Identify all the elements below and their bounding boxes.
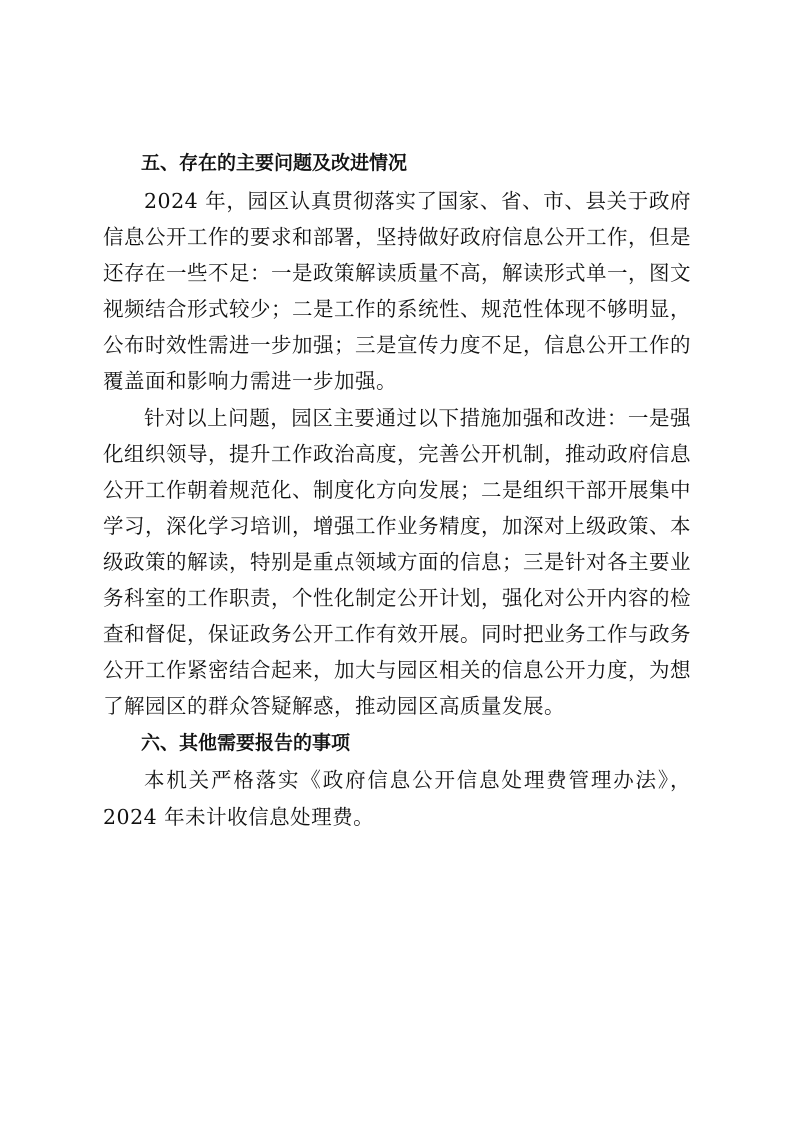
- section-paragraph-improvements: 针对以上问题，园区主要通过以下措施加强和改进：一是强化组织领导，提升工作政治高度，完善公开机制，推动政府信息公开工作朝着规范化、制度化方向发展；二是组织干部开展集中学习，深化学习培训，增强工作业务精度，加深对上级政策、本级政策的解读，特别是重点领域方面的信息；三是针对各主要业务科室的工作职责，个性化制定公开计划，强化对公开内容的检查和督促，保证政务公开工作有效开展。同时把业务工作与政务公开工作紧密结合起来，加大与园区相关的信息公开力度，为想了解园区的群众答疑解惑，推动园区高质量发展。: [103, 405, 691, 719]
- section-paragraph-other-matters: 本机关严格落实《政府信息公开信息处理费管理办法》，2024 年未计收信息处理费。: [103, 768, 691, 829]
- document-body: [103, 146, 691, 835]
- section-paragraph-problems: 2024 年，园区认真贯彻落实了国家、省、市、县关于政府信息公开工作的要求和部署，坚持做好政府信息公开工作，但是还存在一些不足：一是政策解读质量不高，解读形式单一，图文视频结合形式较少；二是工作的系统性、规范性体现不够明显，公布时效性需进一步加强；三是宣传力度不足，信息公开工作的覆盖面和影响力需进一步加强。: [103, 189, 691, 394]
- section-heading-problems-improvements: 五、存在的主要问题及改进情况: [141, 152, 408, 174]
- section-heading-other-matters: 六、其他需要报告的事项: [141, 732, 351, 755]
